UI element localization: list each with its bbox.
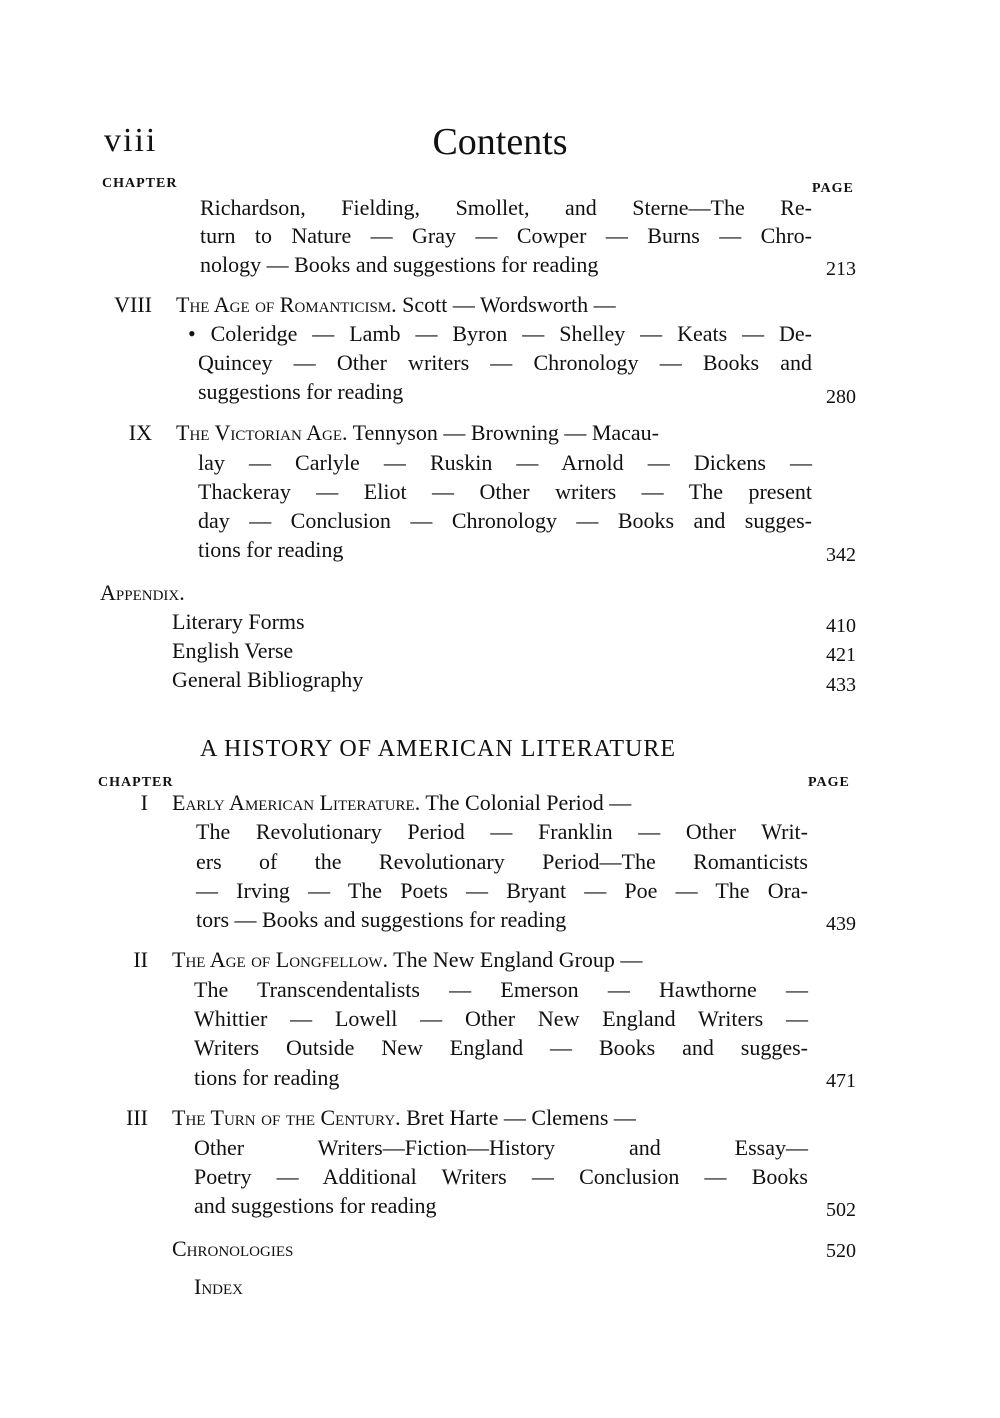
entry-first-line <box>172 1105 636 1131</box>
entry-line: Bret Harte — Clemens — <box>400 1105 636 1130</box>
index-label: Index <box>194 1274 243 1299</box>
entry-line: The Transcendentalists — Emerson — Hawthorne — <box>194 977 808 1002</box>
chapter-column-label: CHAPTER <box>98 775 174 790</box>
entry-line: Thackeray — Eliot — Other writers — The present <box>198 479 812 504</box>
page-number: 410 <box>826 615 856 637</box>
chapter-title: Early American Literature. <box>172 790 421 815</box>
entry-line: tions for reading <box>194 1065 340 1090</box>
chapter-column-label: CHAPTER <box>102 176 178 191</box>
entry-line: • Coleridge — Lamb — Byron — Shelley — Keats — De- <box>188 321 812 346</box>
chapter-number: I <box>140 790 148 815</box>
entry-line: suggestions for reading <box>198 379 404 404</box>
entry-line: The Colonial Period — <box>420 790 632 815</box>
entry-line: nology — Books and suggestions for reading <box>200 252 599 277</box>
entry-first-line <box>172 947 642 973</box>
chapter-title: The Age of Romanticism. <box>176 292 397 317</box>
entry-first-line <box>176 420 659 446</box>
folio-page-number: viii <box>104 122 158 159</box>
chapter-number: III <box>126 1105 148 1130</box>
appendix-item-title: General Bibliography <box>172 667 364 692</box>
entry-line: The New England Group — <box>388 947 643 972</box>
entry-line: Tennyson — Browning — Macau- <box>347 420 659 445</box>
page-number: 520 <box>826 1240 856 1262</box>
entry-line: The Revolutionary Period — Franklin — Other Writ- <box>196 819 808 844</box>
entry-line: — Irving — The Poets — Bryant — Poe — The Ora- <box>196 878 808 903</box>
entry-line: Whittier — Lowell — Other New England Writers — <box>194 1006 808 1031</box>
part-title: A HISTORY OF AMERICAN LITERATURE <box>200 736 677 762</box>
page-number: 421 <box>826 644 856 666</box>
page-number: 433 <box>826 674 856 696</box>
entry-line: and suggestions for reading <box>194 1193 437 1218</box>
chapter-title: The Turn of the Century. <box>172 1105 401 1130</box>
entry-line: Richardson, Fielding, Smollet, and Sterne—The Re- <box>200 195 812 220</box>
entry-line: ers of the Revolutionary Period—The Romanticists <box>196 849 808 874</box>
entry-line: Quincey — Other writers — Chronology — Books and <box>198 350 812 375</box>
chapter-number: VIII <box>114 292 152 317</box>
entry-first-line <box>176 292 616 318</box>
chapter-title: The Victorian Age. <box>176 420 348 445</box>
appendix-item-title: Literary Forms <box>172 609 305 634</box>
entry-line: Scott — Wordsworth — <box>396 292 616 317</box>
page-number: 439 <box>826 913 856 935</box>
page-column-label: PAGE <box>812 181 854 196</box>
entry-line: tions for reading <box>198 537 344 562</box>
page-number: 280 <box>826 386 856 408</box>
entry-line: Other Writers—Fiction—History and Essay— <box>194 1135 808 1160</box>
entry-line: turn to Nature — Gray — Cowper — Burns — Chro- <box>200 223 812 248</box>
entry-line: Writers Outside New England — Books and sugges- <box>194 1035 808 1060</box>
running-title: Contents <box>432 121 568 163</box>
entry-line: Poetry — Additional Writers — Conclusion — Books <box>194 1164 808 1189</box>
page-column-label: PAGE <box>808 775 850 790</box>
chapter-number: IX <box>128 420 152 445</box>
chapter-number: II <box>133 947 148 972</box>
entry-line: tors — Books and suggestions for reading <box>196 907 567 932</box>
entry-first-line <box>172 790 631 816</box>
entry-line: lay — Carlyle — Ruskin — Arnold — Dickens — <box>198 450 812 475</box>
page-number: 342 <box>826 544 856 566</box>
appendix-label: Appendix. <box>100 580 185 605</box>
entry-line: day — Conclusion — Chronology — Books and sugges- <box>198 508 812 533</box>
appendix-item-title: English Verse <box>172 638 294 663</box>
page-number: 471 <box>826 1070 856 1092</box>
chronologies-label: Chronologies <box>172 1236 294 1261</box>
page-number: 502 <box>826 1199 856 1221</box>
page-number: 213 <box>826 258 856 280</box>
chapter-title: The Age of Longfellow. <box>172 947 389 972</box>
